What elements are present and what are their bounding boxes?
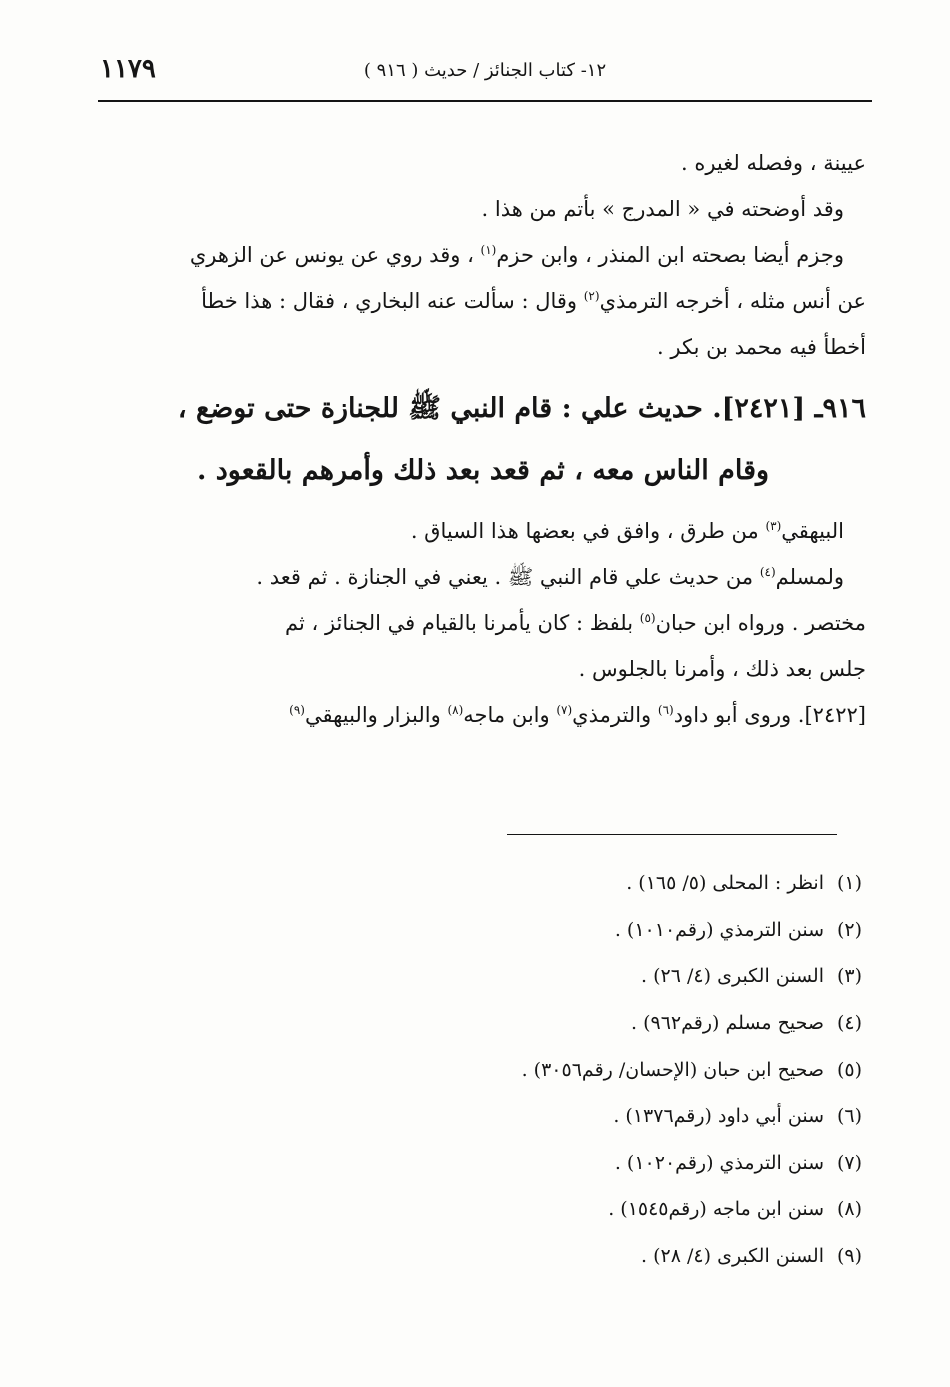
page-number: ١١٧٩ (100, 54, 156, 84)
footnote-text: السنن الكبرى (٤/ ٢٦) . (641, 965, 824, 988)
footnote-number: (٣) (836, 965, 862, 988)
footnote-separator (507, 834, 837, 835)
paragraph-line: ولمسلم$^{(٤)}$ من حديث علي قام النبي ﷺ . يعني في الجنازة . ثم قعد . (256, 565, 844, 589)
running-header (98, 54, 872, 98)
paragraph-line: وقد أوضحته في « المدرج » بأتم من هذا . (481, 197, 844, 221)
footnote-number: (٥) (836, 1058, 862, 1081)
footnote-ref: (٤) (759, 565, 776, 579)
footnote (442, 1140, 862, 1187)
hadith-line: ٩١٦ـ [٢٤٢١]. حديث علي : قام النبي ﷺ للجنازة حتى توضع ، (177, 393, 866, 424)
footnotes (442, 860, 862, 1279)
footnote-ref: (٧) (556, 703, 573, 717)
footnote-number: (٩) (836, 1245, 862, 1268)
footnote (442, 953, 862, 1000)
footnote-ref: (٥) (639, 611, 656, 625)
footnote-number: (٢) (836, 918, 862, 941)
footnote-text: انظر : المحلى (٥/ ١٦٥) . (626, 872, 824, 895)
footnote-ref: (٣) (765, 519, 782, 533)
footnote (442, 1000, 862, 1047)
paragraph-line: عن أنس مثله ، أخرجه الترمذي$^{(٢)}$ وقال : سألت عنه البخاري ، فقال : هذا خطأ (201, 289, 866, 313)
footnote-text: سنن ابن ماجه (رقم١٥٤٥) . (608, 1198, 824, 1221)
header-rule (98, 100, 872, 102)
footnote-ref: (١) (480, 243, 497, 257)
footnote-ref: (٩) (289, 703, 305, 717)
footnote-number: (٧) (836, 1151, 862, 1174)
paragraph-line: عيينة ، وفصله لغيره . (680, 151, 866, 175)
footnote (442, 1093, 862, 1140)
paragraph-line: وجزم أيضا بصحته ابن المنذر ، وابن حزم$^{(١)}$ ، وقد روي عن يونس عن الزهري (189, 243, 844, 267)
footnote-number: (٨) (836, 1198, 862, 1221)
paragraph-line: البيهقي$^{(٣)}$ من طرق ، وافق في بعضها هذا السياق . (410, 519, 844, 543)
main-text (100, 140, 866, 738)
paragraph-line: مختصر . ورواه ابن حبان$^{(٥)}$ بلفظ : كان يأمرنا بالقيام في الجنائز ، ثم (285, 611, 866, 635)
paragraph-line: [٢٤٢٢]. وروى أبو داود$^{(٦)}$ والترمذي$^{(٧)}$ وابن ماجه$^{(٨)}$ والبزار والبيهقي$^{(٩)}$ (289, 703, 866, 727)
footnote-number: (١) (836, 872, 862, 895)
footnote (442, 1233, 862, 1280)
footnote-number: (٤) (836, 1012, 862, 1035)
running-title: ١٢- كتاب الجنائز / حديث ( ٩١٦ ) (363, 60, 607, 81)
footnote (442, 907, 862, 954)
footnote-number: (٦) (836, 1105, 862, 1128)
footnote (442, 1186, 862, 1233)
footnote-text: سنن أبي داود (رقم١٣٧٦) . (613, 1105, 824, 1128)
footnote-ref: (٦) (657, 703, 674, 717)
footnote-text: السنن الكبرى (٤/ ٢٨) . (641, 1245, 824, 1268)
footnote-text: سنن الترمذي (رقم١٠١٠) . (614, 918, 824, 941)
hadith-line: وقام الناس معه ، ثم قعد بعد ذلك وأمرهم بالقعود . (196, 455, 770, 486)
paragraph-line: أخطأ فيه محمد بن بكر . (657, 335, 866, 359)
footnote-text: صحيح ابن حبان (الإحسان/ رقم٣٠٥٦) . (521, 1058, 824, 1081)
footnote (442, 860, 862, 907)
footnote (442, 1046, 862, 1093)
footnote-text: صحيح مسلم (رقم٩٦٢) . (631, 1012, 824, 1035)
paragraph-line: جلس بعد ذلك ، وأمرنا بالجلوس . (578, 657, 866, 681)
footnote-ref: (٢) (583, 289, 600, 303)
footnote-text: سنن الترمذي (رقم١٠٢٠) . (614, 1151, 824, 1174)
footnote-ref: (٨) (447, 703, 464, 717)
hadith-heading (100, 378, 866, 502)
